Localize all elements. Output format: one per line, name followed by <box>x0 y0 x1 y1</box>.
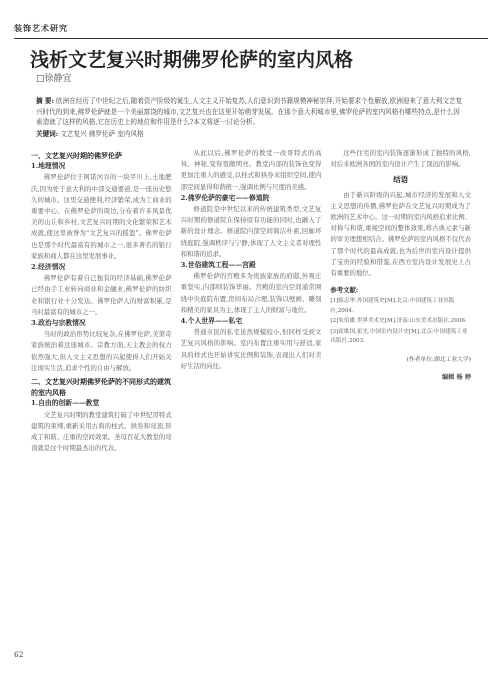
body-paragraph: 修道院是中世纪以来的传统建筑类型,文艺复兴时期的修道院在保持原有功能的同时,也融入了新的设计理念。修道院内部空间简洁朴素,回廊环绕庭院,强调秩序与宁静,体现了人文主义者对理性和和谐的追求。 <box>180 205 322 258</box>
body-paragraph: 从此以后,佛罗伦萨的教堂一改哥特式的高耸、神秘,变得宽敞明亮。教堂内部的装饰也变得更加注重人的感受,以柱式和拱券来组织空间,使内部空间显得和谐统一,强调比例与尺度的美感。 <box>180 149 322 191</box>
reference-item: [1]陈志华.外国建筑史[M].北京:中国建筑工业出版社,2004. <box>330 298 455 314</box>
article-title: 浅析文艺复兴时期佛罗伦萨的室内风格 <box>30 49 354 71</box>
abstract-block <box>36 96 466 139</box>
author-affiliation: (作者单位:湖北工业大学) <box>406 356 471 363</box>
top-rule <box>14 38 488 39</box>
subsection-heading: 1.自由的创新——教堂 <box>31 399 100 408</box>
body-paragraph: 这些住宅的室内装饰逐渐形成了独特的风格,对后来欧洲各国的室内设计产生了深远的影响。 <box>330 149 471 169</box>
reference-item: [3]霍维国,霍光.中国室内设计史[M].北京:中国建筑工业出版社,2003. <box>330 328 468 345</box>
body-paragraph: 普通市民的私宅虽然规模较小,但同样受到文艺复兴风格的影响。室内布置注重实用与舒适,家具的样式也开始讲究比例和装饰,表现出人们对美好生活的向往。 <box>180 328 322 370</box>
body-column-2 <box>181 148 322 618</box>
subsection-heading: 4.个人世界——私宅 <box>180 317 243 326</box>
subsection-heading: 2.佛罗伦萨的豪宅——修道院 <box>180 193 270 202</box>
body-paragraph: 当时的政治形势比较复杂,在佛罗伦萨,美第奇家族统治着这座城市。宗教方面,天主教会的权力依然强大,但人文主义思想的兴起使得人们开始关注现实生活,追求个性的自由与解放。 <box>31 330 172 372</box>
conclusion-heading: 结语 <box>393 175 409 185</box>
body-column-3 <box>330 148 471 618</box>
section-heading: 二、文艺复兴时期佛罗伦萨的不同形式的建筑的室内风格 <box>31 377 171 398</box>
abstract-label: 摘 要: <box>36 97 54 105</box>
body-paragraph: 文艺复兴时期的教堂建筑打破了中世纪哥特式建筑的束缚,重新采用古典的柱式、拱券和穹顶,形成了和谐、庄重的空间效果。圣母百花大教堂的穹顶就是这个时期最杰出的代表。 <box>31 410 172 453</box>
references-heading: 参考文献: <box>330 286 359 295</box>
keywords-label: 关键词: <box>36 129 59 138</box>
body-paragraph: 佛罗伦萨的宫殿多为贵族家族的府邸,外观庄重坚实,内部则装饰华丽。宫殿的室内空间通常围绕中央庭院布置,房间布局合理,装饰以壁画、雕刻和精美的家具为主,体现了主人的财富与地位。 <box>180 272 322 314</box>
body-column-1 <box>31 148 172 618</box>
reference-item: [2]朱伯雄.世界美术史[M].济南:山东美术出版社,2006. <box>330 318 467 325</box>
article-author: □徐静宜 <box>36 74 72 84</box>
subsection-heading: 3.政治与宗教情况 <box>31 319 86 328</box>
abstract-text: 欧洲在经历了中世纪之后,随着资产阶级的诞生,人文主义开始复苏,人们意识到书籍规模神秘崇拜,开始要求个性解放,欧洲迎来了意大利文艺复兴时代的到来,佛罗伦萨就是一个美丽富饶的城市,文艺复兴也在这里开始萌芽发展。在那个意大利城市里,佛罗伦萨的室内风格有哪些特点,是什么因素造就了这样的风格,它在历史上的地位和作用是什么?本文将逐一讨论分析。 <box>36 97 463 126</box>
body-paragraph: 佛罗伦萨有着自己独有的经济基础,佛罗伦萨已经由手工业转向商业和金融业,佛罗伦萨的纺织业和银行业十分发达。佛罗伦萨人的财富积累,是当时最富有的城市之一。 <box>31 274 172 316</box>
subsection-heading: 1.地理情况 <box>31 162 66 171</box>
subsection-heading: 2.经济情况 <box>31 263 66 272</box>
section-label: 装饰艺术研究 <box>14 23 68 33</box>
page-number: 62 <box>14 650 24 659</box>
subsection-heading: 3.世俗建筑工程——宫殿 <box>180 261 256 270</box>
keywords-text: 文艺复兴 佛罗伦萨 室内风格 <box>60 129 144 138</box>
body-paragraph: 佛罗伦萨位于阿诺河谷的一块平川上,土地肥沃,因为处于意大利的中部交通要道,是一座历史悠久的城市。这里交通便利,经济繁荣,成为工商业的重要中心。在佛罗伦萨的周边,分布着许多风景优美的山丘和乡村,文艺复兴时期的文化繁荣和艺术成就,使这里被誉为"文艺复兴的摇篮"。佛罗伦萨也是那个时代最富有的城市之一,很多著名的银行家族和商人都在这里发展事业。 <box>31 173 172 260</box>
body-paragraph: 由于新兴阶级的兴起,城市经济的发展和人文主义思想的传播,佛罗伦萨在文艺复兴时期成为了欧洲的艺术中心。这一时期的室内风格追求比例、对称与和谐,重视空间的整体效果,将古典元素与新的审美理想相结合。佛罗伦萨的室内风格不仅代表了那个时代的最高成就,也为后世的室内设计提供了宝贵的经验和借鉴,在西方室内设计发展史上占有重要的地位。 <box>330 190 471 278</box>
section-heading: 一、文艺复兴时期的佛罗伦萨 <box>31 151 122 160</box>
keywords-line <box>36 129 466 140</box>
body-columns <box>31 148 471 618</box>
editor-credit: 编辑 杨 婷 <box>441 374 471 382</box>
